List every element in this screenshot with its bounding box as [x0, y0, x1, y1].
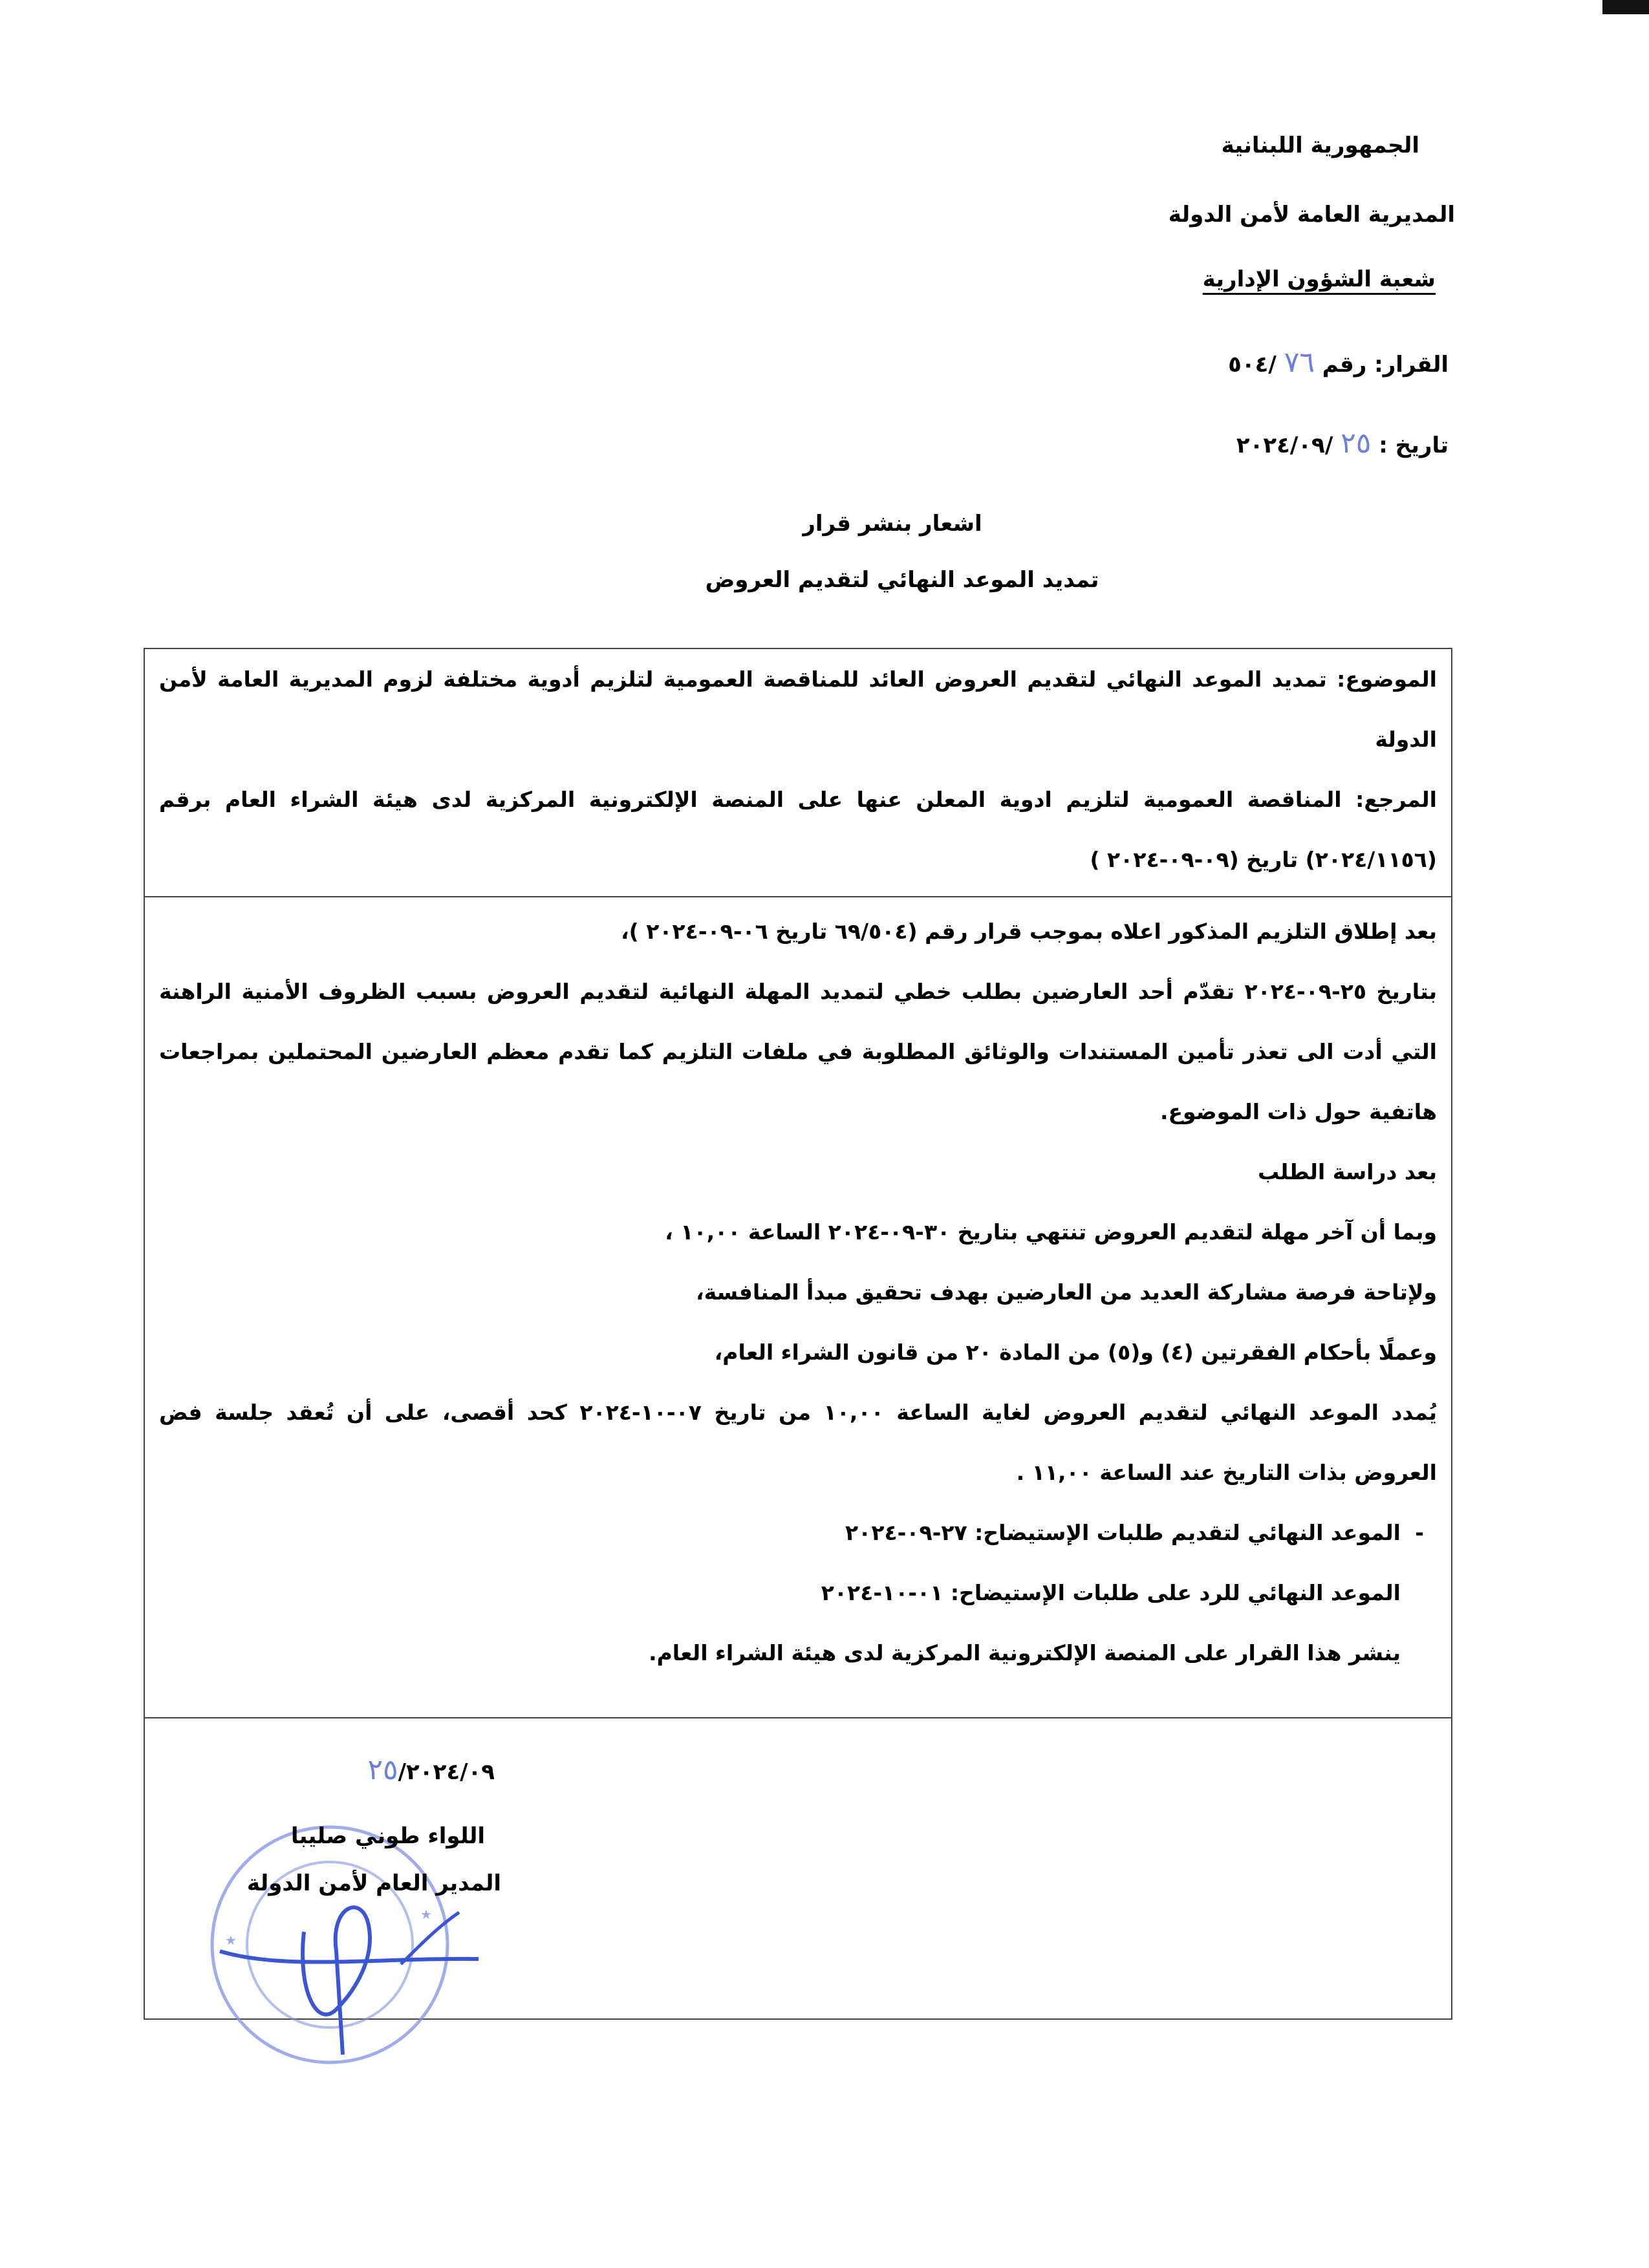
bullet-dash: -	[1415, 1520, 1424, 1545]
notice-title: اشعار بنشر قرار	[803, 511, 982, 537]
header-department: شعبة الشؤون الإدارية	[1202, 266, 1436, 292]
body-paragraph: وبما أن آخر مهلة لتقديم العروض تنتهي بتاريخ ٣٠-٠٩-٢٠٢٤ الساعة ١٠,٠٠ ،	[665, 1219, 1437, 1245]
subject-text: الموضوع: تمديد الموعد النهائي لتقديم العروض العائد للمناقصة العمومية لتلزيم أدوية مختلفة لزوم المديرية العامة لأمن الدولة	[159, 667, 1437, 752]
svg-text:★: ★	[225, 1932, 237, 1948]
body-paragraph: بتاريخ ٢٥-٠٩-٢٠٢٤ تقدّم أحد العارضين بطلب خطي لتمديد المهلة النهائية لتقديم العروض بسبب الظروف الأمنية الراهنة التي أدت الى تعذر تأمين المستندات والوثائق المطلوبة في ملفات التلزيم كما تقدم معظم العارضين المحتملين بمراجعات هاتفية حول ذات الموضوع.	[159, 979, 1437, 1124]
signatory-name: اللواء طوني صليبا	[290, 1823, 485, 1849]
decision-number-line	[1228, 346, 1449, 379]
section-divider	[145, 896, 1451, 897]
signature-date-rest: /٢٠٢٤/٠٩	[398, 1759, 495, 1785]
notice-subtitle: تمديد الموعد النهائي لتقديم العروض	[705, 567, 1099, 593]
deadline-clarification-requests	[159, 1503, 1437, 1563]
date-rest: /٢٠٢٤/٠٩	[1236, 433, 1333, 458]
deadline-clarification-replies: الموعد النهائي للرد على طلبات الإستيضاح: ٠١-١٠-٢٠٢٤	[821, 1580, 1401, 1605]
signatory-title: المدير العام لأمن الدولة	[246, 1870, 501, 1896]
date-day-handwritten: ٢٥	[1341, 427, 1372, 460]
bullet-text: الموعد النهائي لتقديم طلبات الإستيضاح: ٢٧-٠٩-٢٠٢٤	[845, 1520, 1401, 1545]
signature-date	[367, 1753, 495, 1786]
decision-label: القرار: رقم	[1322, 352, 1449, 378]
header-republic: الجمهورية اللبنانية	[1221, 133, 1419, 158]
subject-section	[159, 649, 1437, 890]
body-paragraph: يُمدد الموعد النهائي لتقديم العروض لغاية الساعة ١٠,٠٠ من تاريخ ٠٧-١٠-٢٠٢٤ كحد أقصى، على أن تُعقد جلسة فض العروض بذات التاريخ عند الساعة ١١,٠٠ .	[159, 1400, 1437, 1485]
body-paragraph: وعملًا بأحكام الفقرتين (٤) و(٥) من المادة ٢٠ من قانون الشراء العام،	[714, 1340, 1437, 1365]
body-paragraph: بعد إطلاق التلزيم المذكور اعلاه بموجب قرار رقم (٦٩/٥٠٤ تاريخ ٠٦-٠٩-٢٠٢٤ )،	[621, 919, 1437, 944]
section-divider	[145, 1717, 1451, 1718]
signature-date-day-handwritten: ٢٥	[367, 1753, 398, 1786]
decision-suffix: /٥٠٤	[1228, 352, 1277, 378]
decision-number-handwritten: ٧٦	[1284, 346, 1315, 379]
scan-edge-mark	[1602, 0, 1649, 14]
body-paragraph: ولإتاحة فرصة مشاركة العديد من العارضين بهدف تحقيق مبدأ المنافسة،	[696, 1279, 1437, 1305]
header-directorate: المديرية العامة لأمن الدولة	[1168, 202, 1455, 228]
decision-date-line	[1236, 427, 1449, 460]
reference-text: المرجع: المناقصة العمومية لتلزيم ادوية المعلن عنها على المنصة الإلكترونية المركزية لدى هيئة الشراء العام برقم (٢٠٢٤/١١٥٦) تاريخ (٠٩-٠٩-٢٠٢٤ )	[159, 787, 1437, 872]
body-paragraph: بعد دراسة الطلب	[1257, 1159, 1437, 1184]
svg-text:★: ★	[420, 1907, 432, 1922]
publication-statement: ينشر هذا القرار على المنصة الإلكترونية المركزية لدى هيئة الشراء العام.	[649, 1640, 1401, 1665]
body-section	[159, 901, 1437, 1683]
date-label: تاريخ :	[1379, 433, 1449, 458]
